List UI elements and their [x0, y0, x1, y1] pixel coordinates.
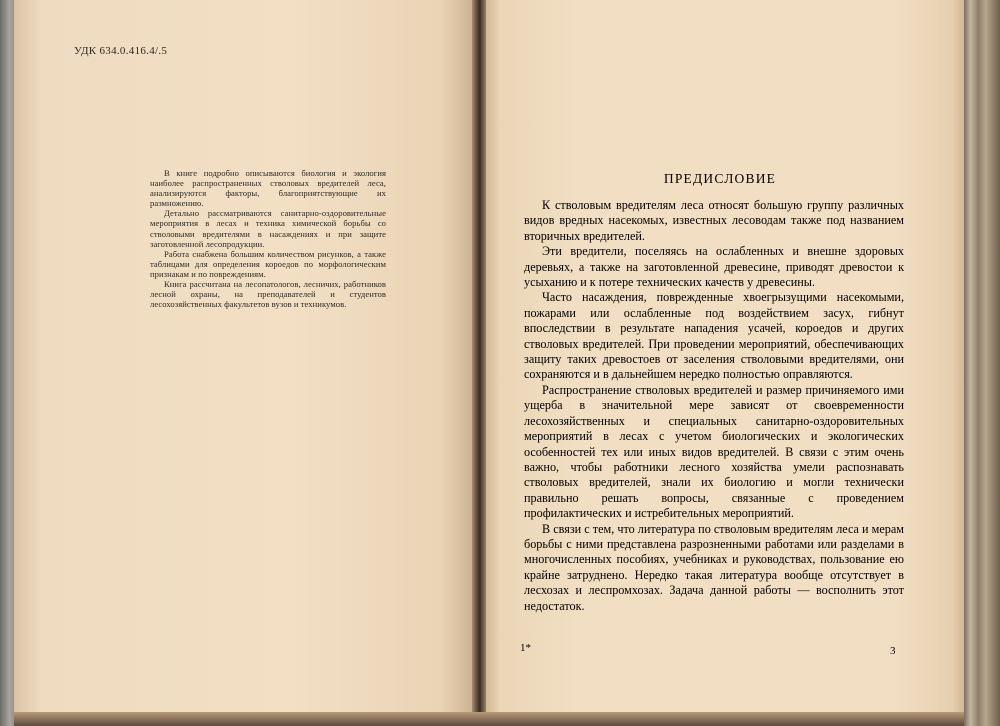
preface-paragraph: Распространение стволовых вредителей и размер причиняемого ими ущерба в значительной мере зависят от своевременности лесохозяйственных и специальных санитарно-оздоровительных мероприятий в лесах с учетом биологических и экологических особенностей тех или иных видов вредителей. В связи с этим очень важно, чтобы работники лесного хозяйства умели распознавать стволовых вредителей, знали их биологию и могли технически правильно решать вопросы, связанные с проведением профилактических и истребительных мероприятий.: [524, 382, 904, 521]
abstract-paragraph: В книге подробно описываются биология и экология наиболее распространенных стволовых вредителей леса, анализируются факторы, благоприятствующие их размножению.: [150, 168, 386, 209]
book-abstract: [150, 168, 386, 309]
preface-paragraph: В связи с тем, что литература по стволовым вредителям леса и мерам борьбы с ними представлена разрозненными работами или разделами в многочисленных пособиях, учебниках и руководствах, пользование ею крайне затруднено. Нередко такая литература вообще отсутствует в лесхозах и леспромхозах. Задача данной работы — восполнить этот недостаток.: [524, 521, 904, 613]
preface-paragraph: Часто насаждения, поврежденные хвоегрызущими насекомыми, пожарами или ослабленные под воздействием засух, гибнут впоследствии в результате нападения усачей, короедов и других стволовых вредителей. При проведении мероприятий, обеспечивающих защиту таких древостоев от заселения стволовыми вредителями, они сохраняются и в дальнейшем нередко полностью оправляются.: [524, 290, 904, 382]
abstract-paragraph: Книга рассчитана на лесопатологов, лесничих, работников лесной охраны, на преподавателей и студентов лесохозяйственных факультетов вузов и техникумов.: [150, 279, 386, 310]
preface-body: [524, 198, 904, 614]
book-cover-right-edge: [964, 0, 1000, 726]
book-bottom-edge: [14, 712, 964, 726]
left-page: [14, 0, 477, 726]
signature-mark: 1*: [520, 642, 531, 654]
abstract-paragraph: Детально рассматриваются санитарно-оздоровительные мероприятия в лесах и техника химической борьбы со стволовыми вредителями в насаждениях и при защите заготовленной лесопродукции.: [150, 208, 386, 249]
preface-paragraph: К стволовым вредителям леса относят большую группу различных видов вредных насекомых, известных лесоводам также под названием вторичных вредителей.: [524, 198, 904, 243]
abstract-paragraph: Работа снабжена большим количеством рисунков, а также таблицами для определения короедов по морфологическим признакам и по повреждениям.: [150, 248, 386, 279]
book-gutter: [472, 0, 486, 726]
page-number: 3: [890, 645, 896, 657]
page-title: ПРЕДИСЛОВИЕ: [663, 171, 777, 186]
preface-paragraph: Эти вредители, поселяясь на ослабленных и внешне здоровых деревьях, а также на заготовленной древесине, приводят древостои к усыханию и к потере технических качеств у древесины.: [524, 244, 904, 290]
udc-code: УДК 634.0.416.4/.5: [74, 45, 168, 57]
